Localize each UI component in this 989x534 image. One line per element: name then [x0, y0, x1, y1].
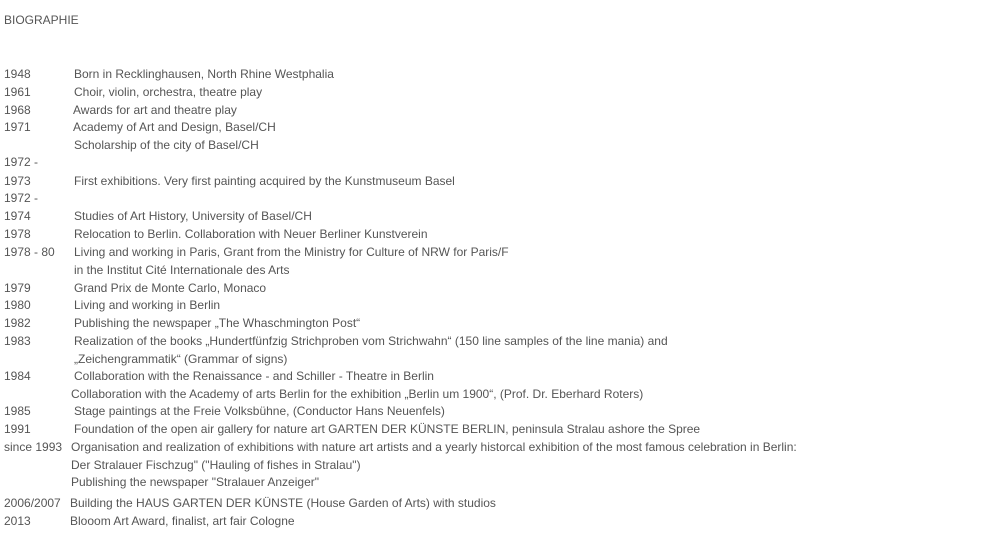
bio-text: Awards for art and theatre play	[73, 103, 237, 117]
bio-text: Choir, violin, orchestra, theatre play	[74, 85, 263, 99]
bio-year: 1985	[4, 404, 31, 418]
bio-text: Stage paintings at the Freie Volksbühne, (Conductor Hans Neuenfels)	[74, 404, 445, 418]
bio-year: 1979	[4, 281, 31, 295]
bio-text: Collaboration with the Academy of arts Berlin for the exhibition „Berlin um 1900“, (Prof. Dr. Eberhard Roters)	[71, 387, 644, 401]
bio-year: 1971	[4, 120, 31, 134]
bio-year: 1984	[4, 369, 31, 383]
bio-year: 1982	[4, 316, 31, 330]
bio-year: 2013	[4, 514, 31, 528]
bio-year: 1968	[4, 103, 31, 117]
bio-year: 1973	[4, 174, 31, 188]
bio-text: Studies of Art History, University of Basel/CH	[74, 209, 312, 223]
bio-year: 1972 -	[4, 191, 39, 205]
bio-text: „Zeichengrammatik“ (Grammar of signs)	[74, 352, 288, 366]
bio-year: 1972 -	[4, 155, 39, 169]
bio-text: Blooom Art Award, finalist, art fair Cologne	[70, 514, 295, 528]
bio-text: Publishing the newspaper „The Whaschmington Post“	[74, 316, 361, 330]
bio-text: Building the HAUS GARTEN DER KÜNSTE (House Garden of Arts) with studios	[70, 496, 496, 510]
bio-year: since 1993	[4, 440, 63, 454]
page-title: BIOGRAPHIE	[4, 13, 79, 27]
bio-year: 1961	[4, 85, 31, 99]
bio-text: Publishing the newspaper "Stralauer Anzeiger"	[71, 475, 320, 489]
bio-year: 1948	[4, 67, 31, 81]
bio-text: Relocation to Berlin. Collaboration with Neuer Berliner Kunstverein	[74, 227, 428, 241]
bio-text: First exhibitions. Very first painting acquired by the Kunstmuseum Basel	[74, 174, 455, 188]
bio-text: Organisation and realization of exhibitions with nature art artists and a yearly historcal exhibition of the most famous celebration in Berlin:	[71, 440, 797, 454]
bio-year: 2006/2007	[4, 496, 61, 510]
bio-text: Academy of Art and Design, Basel/CH	[73, 120, 276, 134]
bio-year: 1978 - 80	[4, 245, 55, 259]
bio-text: Scholarship of the city of Basel/CH	[74, 138, 259, 152]
bio-text: in the Institut Cité Internationale des Arts	[74, 263, 290, 277]
bio-year: 1983	[4, 334, 31, 348]
bio-text: Living and working in Paris, Grant from the Ministry for Culture of NRW for Paris/F	[74, 245, 509, 259]
bio-year: 1991	[4, 422, 31, 436]
bio-text: Der Stralauer Fischzug" ("Hauling of fishes in Stralau")	[71, 458, 361, 472]
bio-text: Foundation of the open air gallery for nature art GARTEN DER KÜNSTE BERLIN, peninsula Stralau ashore the Spree	[74, 422, 701, 436]
bio-text: Living and working in Berlin	[74, 298, 221, 312]
bio-year: 1978	[4, 227, 31, 241]
bio-year: 1980	[4, 298, 31, 312]
bio-text: Born in Recklinghausen, North Rhine Westphalia	[74, 67, 334, 81]
bio-text: Realization of the books „Hundertfünfzig Strichproben vom Strichwahn“ (150 line samples of the line mania) and	[74, 334, 668, 348]
bio-text: Grand Prix de Monte Carlo, Monaco	[74, 281, 267, 295]
bio-text: Collaboration with the Renaissance - and Schiller - Theatre in Berlin	[74, 369, 434, 383]
bio-year: 1974	[4, 209, 31, 223]
